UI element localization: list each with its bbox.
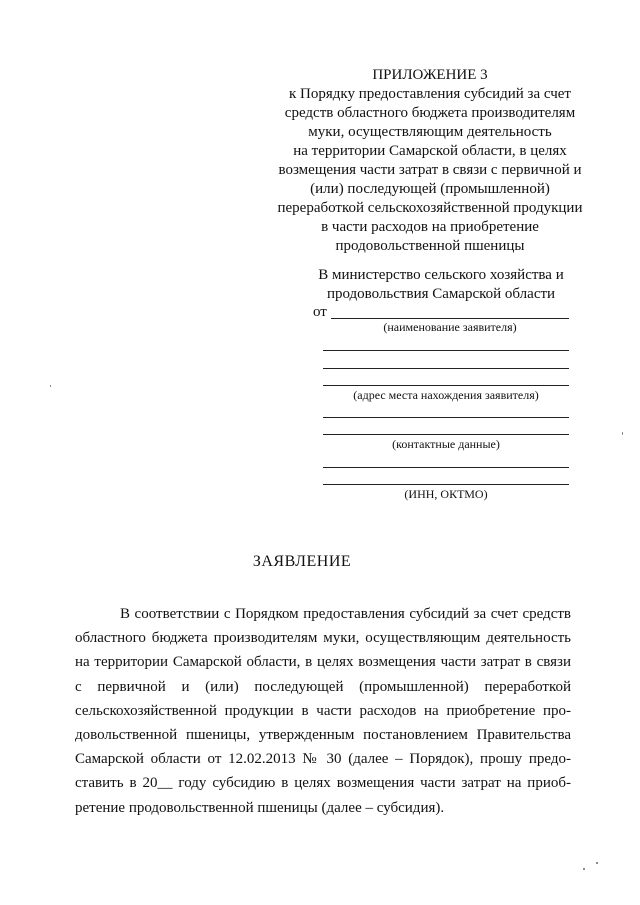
document-body: В соответствии с Порядком предоставления субсидий за счет средств областного бюджета производителям муки, осуществляющим деятельность на территории Самарской области, в целях возмещения части затрат в связи с первичной и (или) последующей (промышленной) переработкой сельскохозяйственной продукции в части расходов на приобретение продовольственной пшеницы, утвержденным постановлением Правительства Самарской области от 12.02.2013 № 30 (далее – Порядок), прошу предоставить в 20__ году субсидию в целях возмещения части затрат на приобретение продовольственной пшеницы (далее – субсидия). [75,606,571,816]
appendix-line: (или) последующей (промышленной) [310,181,550,197]
appendix-title: ПРИЛОЖЕНИЕ 3 [372,67,488,83]
appendix-line: муки, осуществляющим деятельность [308,124,552,140]
scan-speck [50,385,51,387]
appendix-header [268,66,592,256]
document-title: ЗАЯВЛЕНИЕ [252,553,352,570]
inn-line[interactable] [323,484,569,485]
appendix-line: средств областного бюджета производителям [284,105,576,121]
contacts-caption: (контактные данные) [392,437,500,451]
address-line-1[interactable] [323,368,569,369]
addressee-block [310,266,572,304]
address-caption: (адрес места нахождения заявителя) [353,388,539,402]
applicant-name-caption: (наименование заявителя) [383,320,517,334]
from-label: от [313,304,327,320]
address-line-3[interactable] [323,417,569,418]
applicant-name-line[interactable] [331,318,569,319]
inn-caption: (ИНН, ОКТМО) [404,487,488,501]
contacts-line[interactable] [323,434,569,435]
addressee-line: В министерство сельского хозяйства и [318,267,564,283]
addressee-line: продовольствия Самарской области [326,286,556,302]
address-line-2[interactable] [323,385,569,386]
contacts-line-2[interactable] [323,467,569,468]
scan-speck [596,862,598,864]
appendix-line: продовольственной пшеницы [335,238,525,254]
appendix-line: в части расходов на приобретение [321,219,539,235]
scan-speck [583,868,585,870]
appendix-line: возмещения части затрат в связи с первичной и [278,162,582,178]
applicant-name-line-2[interactable] [323,350,569,351]
appendix-line: на территории Самарской области, в целях [293,143,567,159]
scan-speck [622,432,623,435]
appendix-line: переработкой сельскохозяйственной продукции [277,200,583,216]
appendix-line: к Порядку предоставления субсидий за счет [289,86,571,102]
